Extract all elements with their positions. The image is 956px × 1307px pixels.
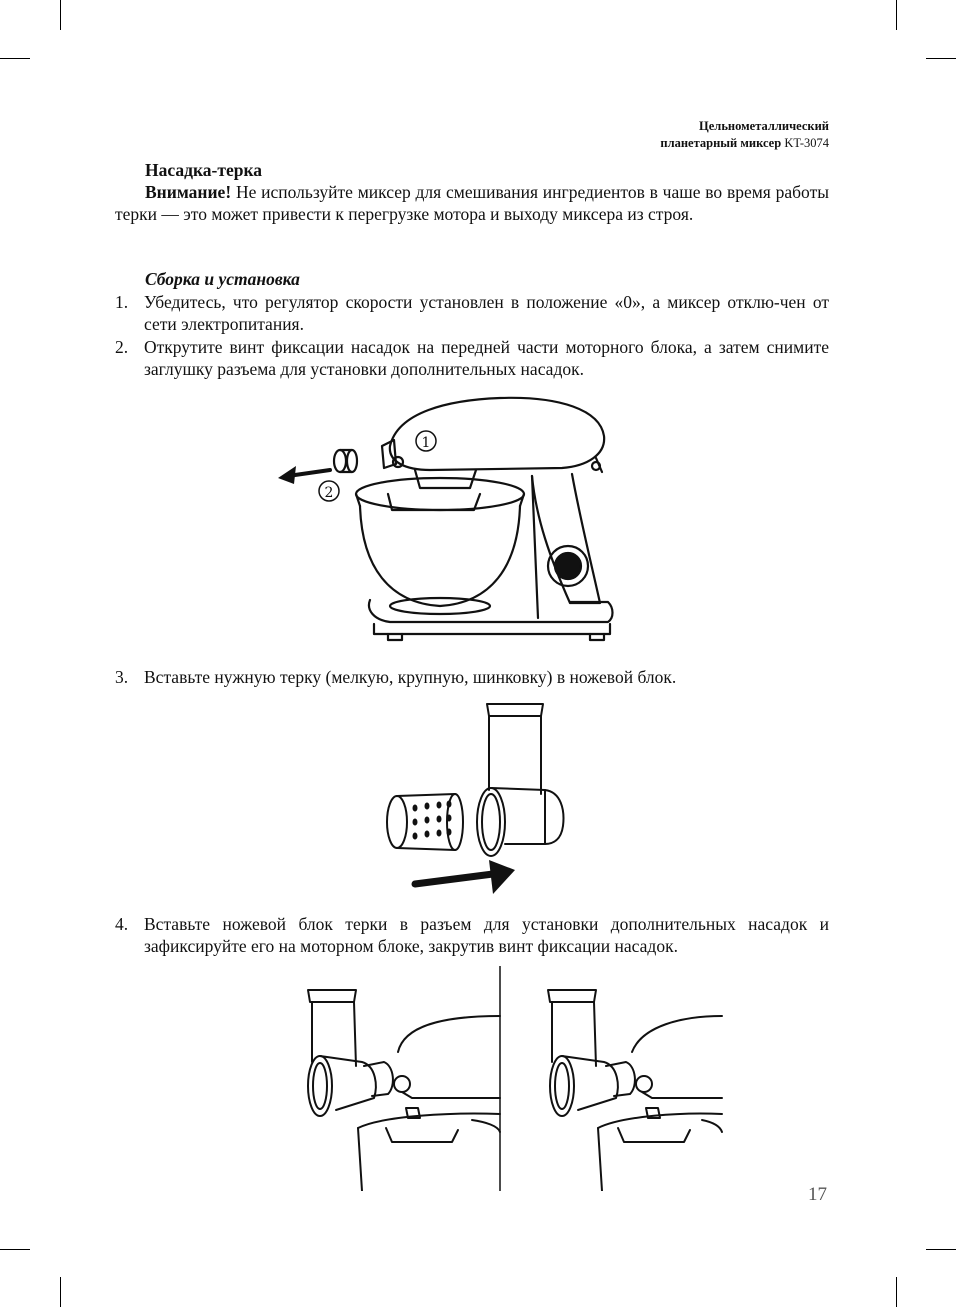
crop-mark — [0, 1249, 30, 1250]
crop-mark — [0, 58, 30, 59]
grater-drum — [387, 794, 463, 850]
step-text: Убедитесь, что регулятор скорости установлен в положение «0», а миксер отклю-чен от сети электропитания. — [144, 292, 829, 335]
running-header — [660, 118, 829, 152]
warning-label: Внимание! — [145, 182, 232, 202]
cutter-block — [477, 704, 563, 856]
header-line1: Цельнометаллический — [699, 119, 829, 133]
step-3 — [115, 666, 829, 688]
step-number: 1. — [115, 292, 129, 312]
mixer-base — [369, 474, 613, 640]
mixing-bowl — [356, 478, 524, 614]
warning-text: Не используйте миксер для смешивания ингредиентов в чаше во время работы терки — это может привести к перегрузке мотора и выходу миксера из строя. — [115, 182, 829, 225]
crop-mark — [60, 1277, 61, 1307]
callout-2-label: 2 — [324, 485, 334, 501]
figure-grater-insertion — [385, 698, 585, 903]
arrow-head — [489, 860, 515, 894]
step-number: 2. — [115, 337, 129, 357]
figure-mixer-plug-removal — [270, 388, 630, 643]
figure-attachment-mounting — [302, 966, 727, 1191]
attachment-plug — [334, 450, 357, 472]
step-text: Вставьте ножевой блок терки в разъем для установки дополнительных насадок и зафиксируйте его на моторном блоке, закрутив винт фиксации насадок. — [144, 914, 829, 957]
insert-direction-arrow — [415, 874, 493, 884]
subsection-title: Сборка и установка — [145, 269, 300, 289]
callout-1-label: 1 — [421, 435, 431, 451]
step-1 — [115, 291, 829, 336]
section-title: Насадка-терка — [145, 160, 263, 180]
header-line2: планетарный миксер — [660, 136, 782, 150]
motor-head — [390, 398, 604, 470]
step-text: Открутите винт фиксации насадок на передней части моторного блока, а затем снимите заглушку разъема для установки дополнительных насадок. — [144, 337, 829, 380]
arrow-head — [278, 466, 296, 484]
page-number: 17 — [808, 1184, 827, 1205]
crop-mark — [926, 1249, 956, 1250]
step-number: 4. — [115, 914, 129, 934]
crop-mark — [896, 1277, 897, 1307]
crop-mark — [926, 58, 956, 59]
crop-mark — [60, 0, 61, 30]
panel-right — [548, 990, 722, 1191]
header-model: KT-3074 — [781, 136, 829, 150]
panel-left — [308, 990, 500, 1191]
step-text: Вставьте нужную терку (мелкую, крупную, шинковку) в ножевой блок. — [144, 667, 677, 687]
step-2 — [115, 336, 829, 381]
step-4 — [115, 913, 829, 958]
crop-mark — [896, 0, 897, 30]
step-number: 3. — [115, 667, 129, 687]
warning-paragraph — [115, 181, 829, 226]
